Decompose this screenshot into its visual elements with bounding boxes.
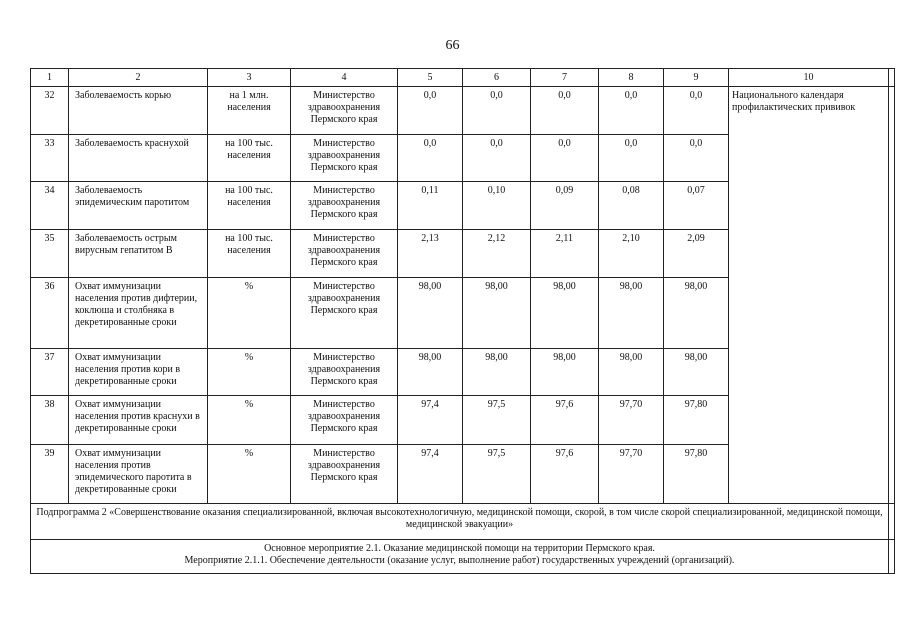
unit: % bbox=[208, 396, 291, 445]
value-cell: 2,13 bbox=[398, 230, 463, 278]
executor: Министерство здравоохранения Пермского края bbox=[291, 396, 398, 445]
indicator-name: Охват иммунизации населения против кори в декретированные сроки bbox=[69, 349, 208, 396]
column-header: 7 bbox=[531, 69, 599, 87]
indicator-name: Заболеваемость корью bbox=[69, 87, 208, 135]
unit: % bbox=[208, 349, 291, 396]
column-header: 3 bbox=[208, 69, 291, 87]
value-cell: 98,00 bbox=[463, 278, 531, 349]
row-number: 37 bbox=[31, 349, 69, 396]
event-cell bbox=[31, 540, 889, 574]
column-header: 8 bbox=[599, 69, 664, 87]
value-cell: 98,00 bbox=[398, 278, 463, 349]
value-cell: 97,80 bbox=[664, 396, 729, 445]
value-cell: 98,00 bbox=[531, 349, 599, 396]
main-event-title: Основное мероприятие 2.1. Оказание медицинской помощи на территории Пермского края. bbox=[264, 543, 655, 554]
value-cell: 0,0 bbox=[664, 87, 729, 135]
row-number: 36 bbox=[31, 278, 69, 349]
note-cell: Национального календаря профилактических прививок bbox=[729, 87, 889, 504]
value-cell: 0,0 bbox=[599, 135, 664, 182]
value-cell: 0,0 bbox=[463, 87, 531, 135]
value-cell: 97,80 bbox=[664, 445, 729, 504]
column-header: 4 bbox=[291, 69, 398, 87]
value-cell: 0,0 bbox=[398, 87, 463, 135]
value-cell: 98,00 bbox=[664, 278, 729, 349]
value-cell: 97,6 bbox=[531, 396, 599, 445]
indicator-name: Заболеваемость острым вирусным гепатитом В bbox=[69, 230, 208, 278]
value-cell: 0,0 bbox=[664, 135, 729, 182]
value-cell: 98,00 bbox=[463, 349, 531, 396]
value-cell: 97,5 bbox=[463, 445, 531, 504]
row-number: 32 bbox=[31, 87, 69, 135]
value-cell: 2,11 bbox=[531, 230, 599, 278]
executor: Министерство здравоохранения Пермского края bbox=[291, 135, 398, 182]
row-number: 35 bbox=[31, 230, 69, 278]
value-cell: 2,12 bbox=[463, 230, 531, 278]
executor: Министерство здравоохранения Пермского края bbox=[291, 445, 398, 504]
table-row bbox=[31, 87, 895, 135]
unit: на 100 тыс. населения bbox=[208, 230, 291, 278]
value-cell: 97,70 bbox=[599, 396, 664, 445]
column-header: 5 bbox=[398, 69, 463, 87]
executor: Министерство здравоохранения Пермского края bbox=[291, 230, 398, 278]
value-cell: 0,11 bbox=[398, 182, 463, 230]
column-number-row bbox=[31, 69, 895, 87]
column-header: 6 bbox=[463, 69, 531, 87]
row-number: 34 bbox=[31, 182, 69, 230]
indicators-table bbox=[30, 68, 895, 574]
value-cell: 98,00 bbox=[599, 278, 664, 349]
right-margin-cell bbox=[889, 540, 895, 574]
indicator-name: Заболеваемость краснухой bbox=[69, 135, 208, 182]
indicator-name: Охват иммунизации населения против эпидемического паротита в декретированные сроки bbox=[69, 445, 208, 504]
unit: на 100 тыс. населения bbox=[208, 182, 291, 230]
value-cell: 98,00 bbox=[531, 278, 599, 349]
executor: Министерство здравоохранения Пермского края bbox=[291, 87, 398, 135]
value-cell: 0,0 bbox=[531, 87, 599, 135]
value-cell: 0,0 bbox=[463, 135, 531, 182]
unit: % bbox=[208, 445, 291, 504]
value-cell: 2,09 bbox=[664, 230, 729, 278]
value-cell: 0,09 bbox=[531, 182, 599, 230]
column-header: 2 bbox=[69, 69, 208, 87]
value-cell: 0,08 bbox=[599, 182, 664, 230]
event-title: Мероприятие 2.1.1. Обеспечение деятельности (оказание услуг, выполнение работ) государственных учреждений (организаций). bbox=[184, 555, 735, 566]
value-cell: 2,10 bbox=[599, 230, 664, 278]
value-cell: 97,70 bbox=[599, 445, 664, 504]
value-cell: 97,4 bbox=[398, 396, 463, 445]
executor: Министерство здравоохранения Пермского края bbox=[291, 278, 398, 349]
column-header: 10 bbox=[729, 69, 889, 87]
value-cell: 0,10 bbox=[463, 182, 531, 230]
value-cell: 97,5 bbox=[463, 396, 531, 445]
row-number: 33 bbox=[31, 135, 69, 182]
column-header: 1 bbox=[31, 69, 69, 87]
subprogram-row bbox=[31, 504, 895, 540]
right-margin-cell bbox=[889, 69, 895, 87]
page-number: 66 bbox=[445, 38, 460, 53]
value-cell: 97,4 bbox=[398, 445, 463, 504]
value-cell: 0,0 bbox=[398, 135, 463, 182]
value-cell: 0,0 bbox=[531, 135, 599, 182]
event-row bbox=[31, 540, 895, 574]
value-cell: 0,07 bbox=[664, 182, 729, 230]
right-margin-cell bbox=[889, 504, 895, 540]
unit: на 1 млн. населения bbox=[208, 87, 291, 135]
right-margin-cell bbox=[889, 87, 895, 504]
indicator-name: Охват иммунизации населения против краснухи в декретированные сроки bbox=[69, 396, 208, 445]
unit: % bbox=[208, 278, 291, 349]
value-cell: 98,00 bbox=[664, 349, 729, 396]
column-header: 9 bbox=[664, 69, 729, 87]
executor: Министерство здравоохранения Пермского края bbox=[291, 349, 398, 396]
value-cell: 98,00 bbox=[599, 349, 664, 396]
value-cell: 97,6 bbox=[531, 445, 599, 504]
unit: на 100 тыс. населения bbox=[208, 135, 291, 182]
executor: Министерство здравоохранения Пермского края bbox=[291, 182, 398, 230]
indicator-name: Заболеваемость эпидемическим паротитом bbox=[69, 182, 208, 230]
value-cell: 98,00 bbox=[398, 349, 463, 396]
value-cell: 0,0 bbox=[599, 87, 664, 135]
subprogram-title: Подпрограмма 2 «Совершенствование оказания специализированной, включая высокотехнологичную, медицинской помощи, скорой, в том числе скорой специализированной, медицинской помощи, медицинской эвакуации» bbox=[31, 504, 889, 540]
row-number: 38 bbox=[31, 396, 69, 445]
row-number: 39 bbox=[31, 445, 69, 504]
indicator-name: Охват иммунизации населения против дифтерии, коклюша и столбняка в декретированные сроки bbox=[69, 278, 208, 349]
